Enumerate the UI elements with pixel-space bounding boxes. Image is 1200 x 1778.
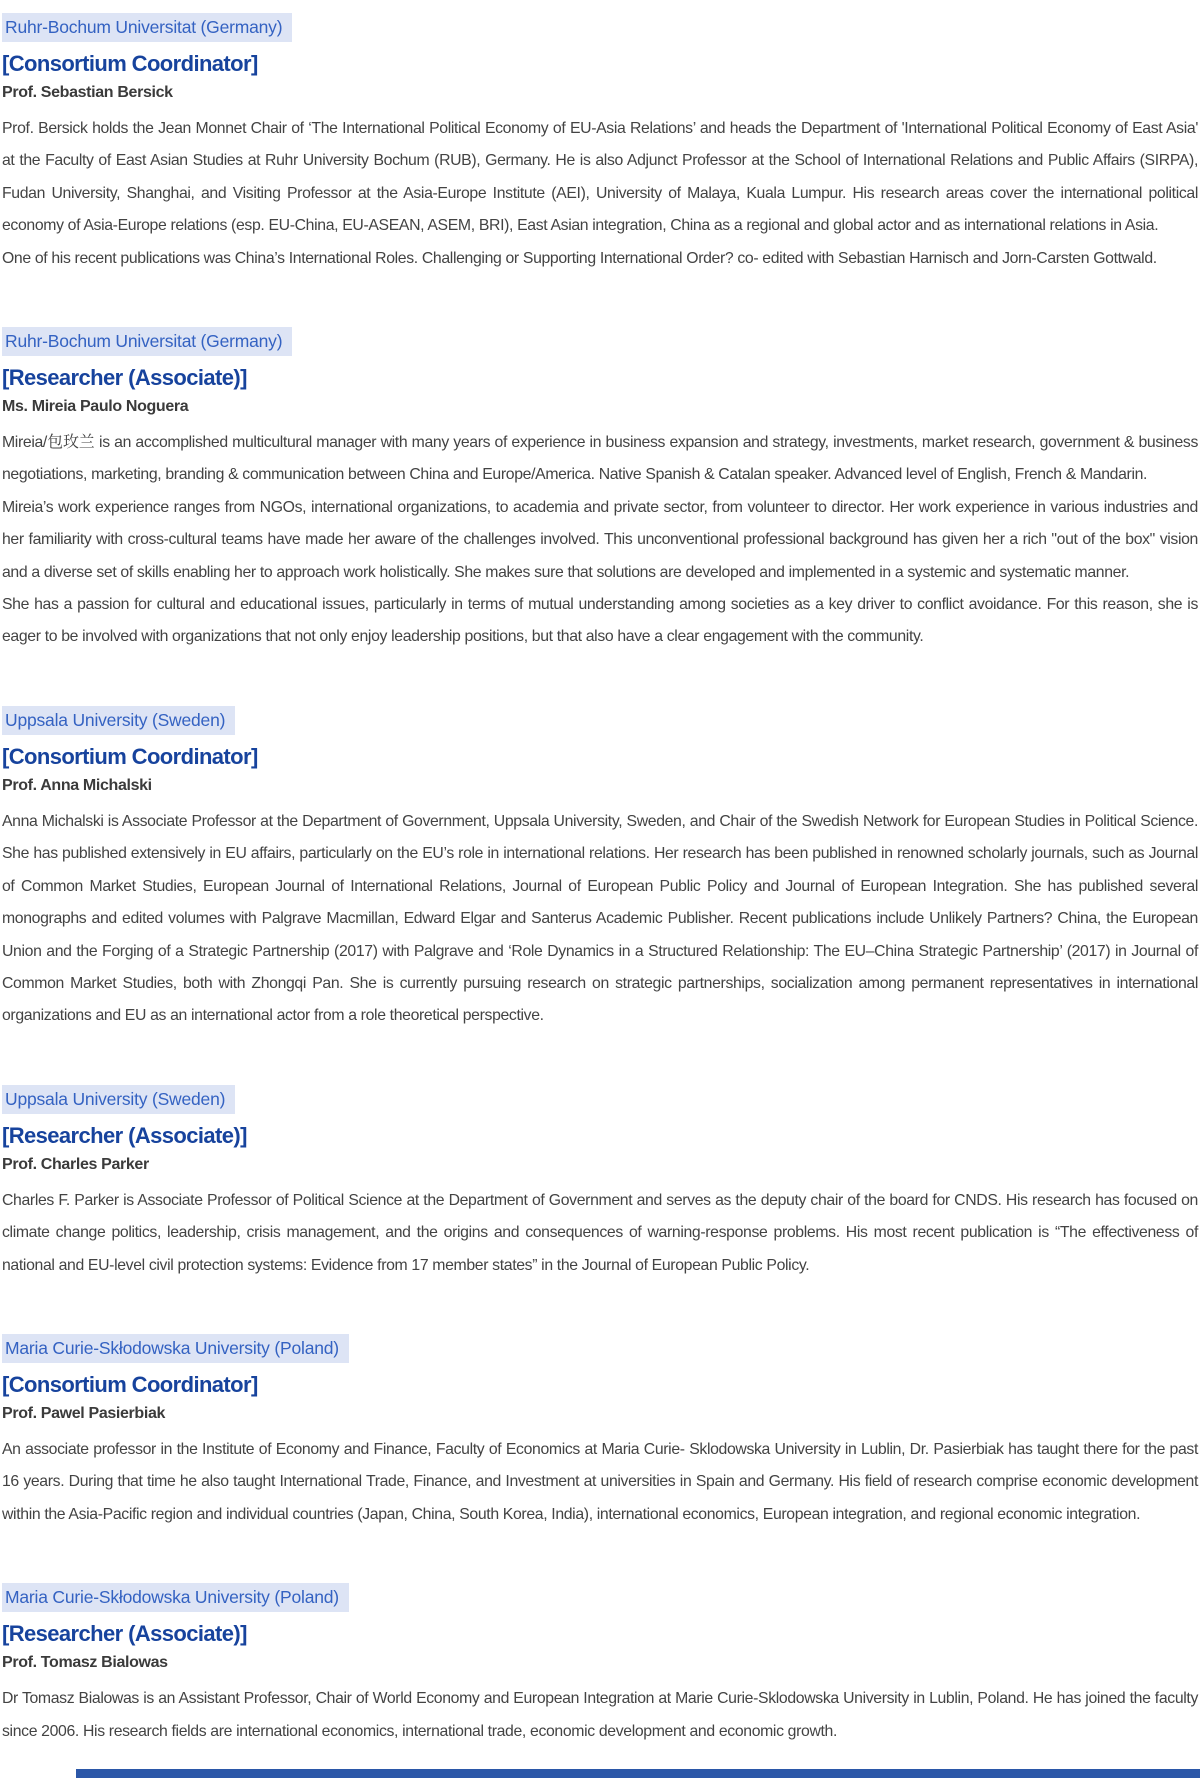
- role-heading: [Researcher (Associate)]: [2, 365, 247, 391]
- profile-section: [2, 1583, 1198, 1748]
- university-name-highlight: Maria Curie-Skłodowska University (Poland): [2, 1334, 349, 1363]
- person-name: Prof. Anna Michalski: [2, 776, 152, 794]
- person-bio: [2, 1185, 1198, 1282]
- profile-section: [2, 1085, 1198, 1282]
- person-name: Ms. Mireia Paulo Noguera: [2, 398, 189, 416]
- bio-paragraph: An associate professor in the Institute of Economy and Finance, Faculty of Economics at Maria Curie- Sklodowska University in Lublin, Dr. Pasierbiak has taught there for the past 16 years. During that time he also taught International Trade, Finance, and Investment at universities in Spain and Germany. His field of research comprise economic development within the Asia-Pacific region and individual countries (Japan, China, South Korea, India), international economics, European integration, and regional economic integration.: [2, 1440, 1198, 1523]
- person-name: Prof. Tomasz Bialowas: [2, 1654, 168, 1672]
- person-bio: [2, 113, 1198, 275]
- bio-paragraph: Mireia’s work experience ranges from NGOs, international organizations, to academia and private sector, from volunteer to director. Her work experience in various industries and her familiarity with cross-cultural teams have made her aware of the challenges involved. This unconventional professional background has given her a rich "out of the box" vision and a diverse set of skills enabling her to approach work holistically. She makes sure that solutions are developed and implemented in a systemic and systematic manner.: [2, 498, 1198, 581]
- bio-paragraph: Anna Michalski is Associate Professor at the Department of Government, Uppsala University, Sweden, and Chair of the Swedish Network for European Studies in Political Science. She has published extensively in EU affairs, particularly on the EU’s role in international relations. Her research has been published in renowned scholarly journals, such as Journal of Common Market Studies, European Journal of International Relations, Journal of European Public Policy and Journal of European Integration. She has published several monographs and edited volumes with Palgrave Macmillan, Edward Elgar and Santerus Academic Publisher. Recent publications include Unlikely Partners? China, the European Union and the Forging of a Strategic Partnership (2017) with Palgrave and ‘Role Dynamics in a Structured Relationship: The EU–China Strategic Partnership’ (2017) in Journal of Common Market Studies, both with Zhongqi Pan. She is currently pursuing research on strategic partnerships, socialization among permanent representatives in international organizations and EU as an international actor from a role theoretical perspective.: [2, 812, 1198, 1025]
- role-heading: [Researcher (Associate)]: [2, 1122, 247, 1148]
- university-name-highlight: Uppsala University (Sweden): [2, 706, 235, 735]
- person-name: Prof. Sebastian Bersick: [2, 84, 173, 101]
- role-heading: [Consortium Coordinator]: [2, 1371, 258, 1397]
- bio-paragraph: Charles F. Parker is Associate Professor of Political Science at the Department of Government and serves as the deputy chair of the board for CNDS. His research has focused on climate change politics, leadership, crisis management, and the origins and consequences of warning-response problems. His most recent publication is “The effectiveness of national and EU-level civil protection systems: Evidence from 17 member states” in the Journal of European Public Policy.: [2, 1191, 1198, 1274]
- profile-section: [2, 706, 1198, 1033]
- footer-accent-bar: [76, 1769, 1200, 1778]
- person-bio: [2, 806, 1198, 1033]
- bio-paragraph: One of his recent publications was China’s International Roles. Challenging or Supporting International Order? co- edited with Sebastian Harnisch and Jorn-Carsten Gottwald.: [2, 249, 1157, 267]
- bio-paragraph: Dr Tomasz Bialowas is an Assistant Professor, Chair of World Economy and European Integration at Marie Curie-Sklodowska University in Lublin, Poland. He has joined the faculty since 2006. His research fields are international economics, international trade, economic development and economic growth.: [2, 1690, 1198, 1740]
- person-name: Prof. Pawel Pasierbiak: [2, 1404, 166, 1422]
- role-heading: [Researcher (Associate)]: [2, 1621, 247, 1647]
- person-bio: [2, 1434, 1198, 1531]
- profile-section: [2, 1334, 1198, 1531]
- university-name-highlight: Ruhr-Bochum Universitat (Germany): [2, 13, 292, 42]
- role-heading: [Consortium Coordinator]: [2, 51, 258, 76]
- bio-paragraph: She has a passion for cultural and educational issues, particularly in terms of mutual understanding among societies as a key driver to conflict avoidance. For this reason, she is eager to be involved with organizations that not only enjoy leadership positions, but that also have a clear engagement with the community.: [2, 596, 1198, 646]
- university-name-highlight: Ruhr-Bochum Universitat (Germany): [2, 327, 292, 356]
- profile-sections: [2, 13, 1198, 1748]
- university-name-highlight: Maria Curie-Skłodowska University (Poland): [2, 1583, 349, 1612]
- bio-paragraph: Mireia/包玫兰 is an accomplished multicultural manager with many years of experience in business expansion and strategy, investments, market research, government & business negotiations, marketing, branding & communication between China and Europe/America. Native Spanish & Catalan speaker. Advanced level of English, French & Mandarin.: [2, 434, 1198, 484]
- university-name-highlight: Uppsala University (Sweden): [2, 1085, 235, 1114]
- person-bio: [2, 427, 1198, 654]
- person-name: Prof. Charles Parker: [2, 1155, 149, 1173]
- profile-section: [2, 13, 1198, 275]
- role-heading: [Consortium Coordinator]: [2, 743, 258, 769]
- person-bio: [2, 1683, 1198, 1748]
- bio-paragraph: Prof. Bersick holds the Jean Monnet Chair of ‘The International Political Economy of EU-Asia Relations’ and heads the Department of 'International Political Economy of East Asia' at the Faculty of East Asian Studies at Ruhr University Bochum (RUB), Germany. He is also Adjunct Professor at the School of International Relations and Public Affairs (SIRPA), Fudan University, Shanghai, and Visiting Professor at the Asia-Europe Institute (AEI), University of Malaya, Kuala Lumpur. His research areas cover the international political economy of Asia-Europe relations (esp. EU-China, EU-ASEAN, ASEM, BRI), East Asian integration, China as a regional and global actor and as international relations in Asia.: [2, 120, 1198, 235]
- profile-section: [2, 327, 1198, 654]
